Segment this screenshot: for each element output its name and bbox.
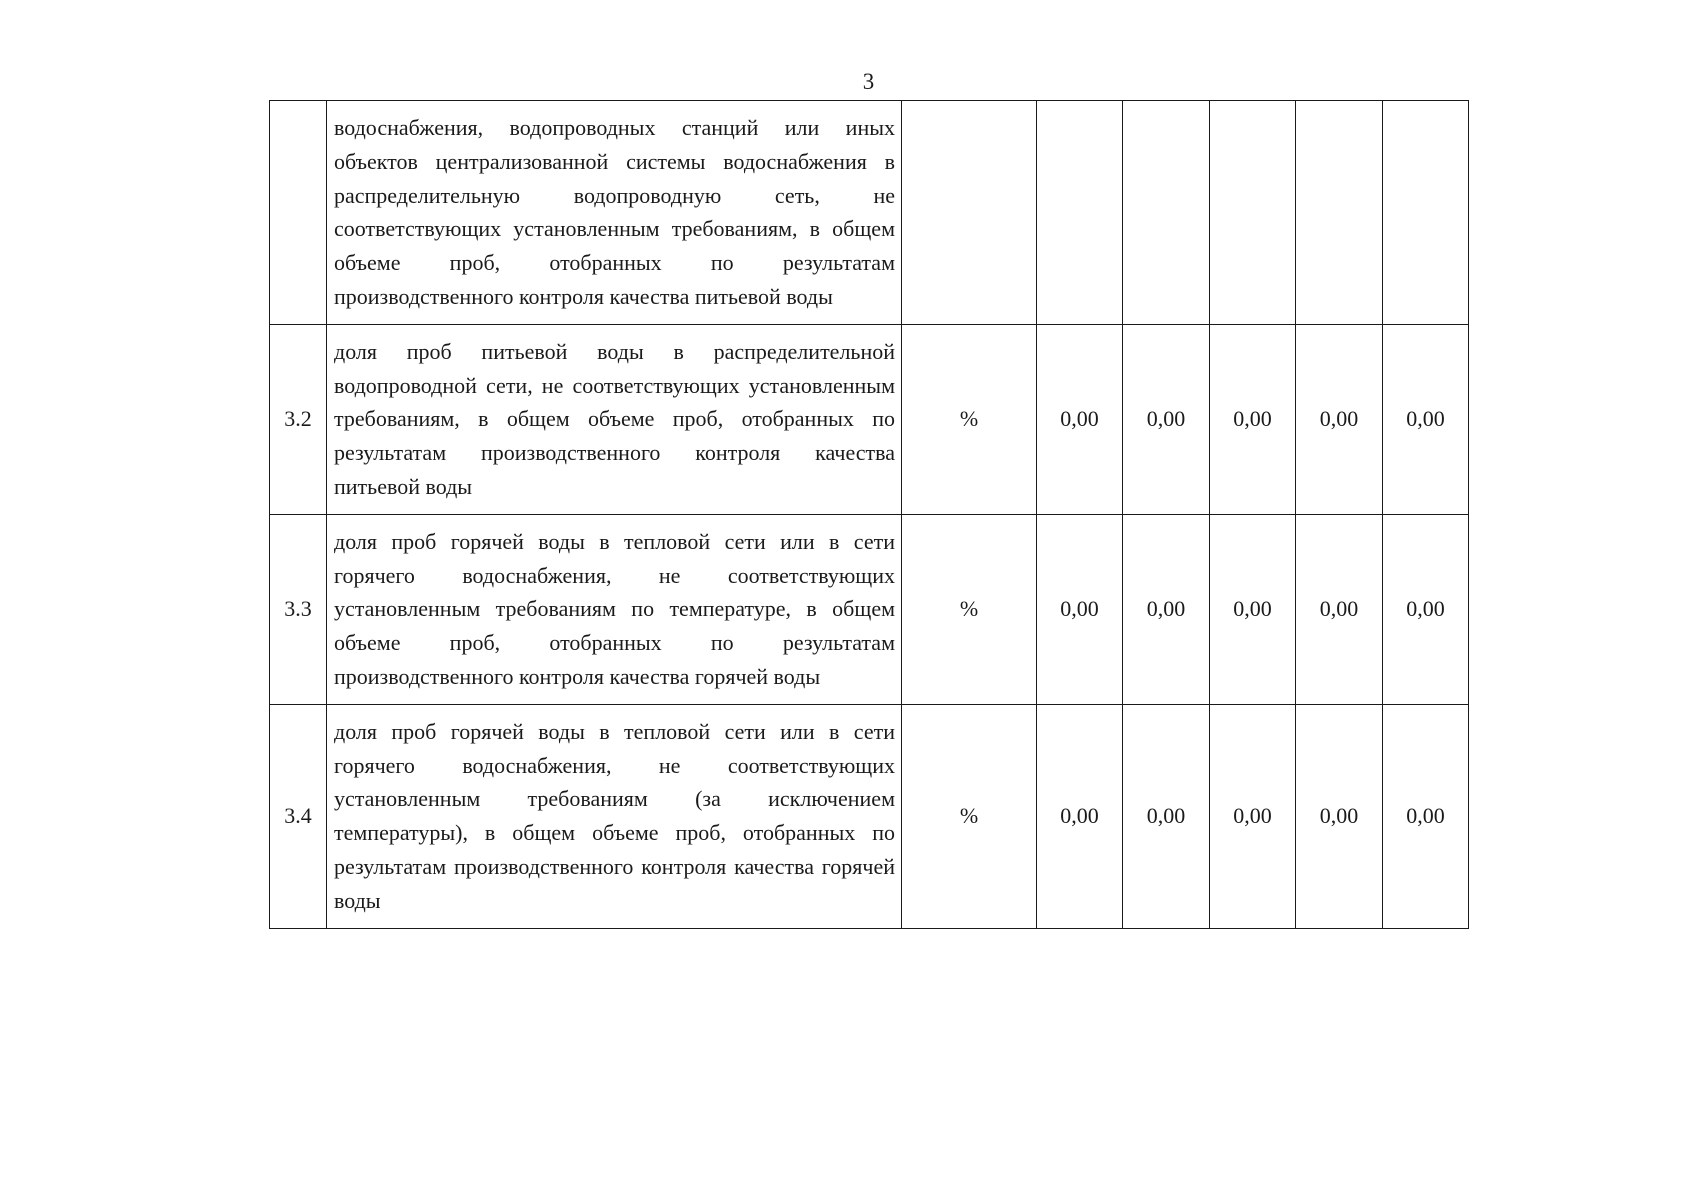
value-cell: 0,00: [1037, 514, 1123, 704]
value-cell: 0,00: [1123, 514, 1210, 704]
value-cell: 0,00: [1383, 324, 1469, 514]
row-number-cell: [270, 101, 327, 325]
indicators-table: [269, 100, 1469, 929]
value-cell: 0,00: [1210, 704, 1296, 928]
value-cell: 0,00: [1383, 514, 1469, 704]
unit-cell: %: [902, 514, 1037, 704]
value-cell: 0,00: [1037, 324, 1123, 514]
value-cell: 0,00: [1383, 704, 1469, 928]
unit-cell: %: [902, 324, 1037, 514]
value-cell: [1037, 101, 1123, 325]
value-cell: 0,00: [1210, 324, 1296, 514]
table-row: [270, 704, 1469, 928]
value-cell: 0,00: [1296, 704, 1383, 928]
value-cell: [1123, 101, 1210, 325]
value-cell: 0,00: [1037, 704, 1123, 928]
value-cell: [1383, 101, 1469, 325]
table-row: [270, 101, 1469, 325]
unit-cell: [902, 101, 1037, 325]
indicator-description: доля проб питьевой воды в распределительной водопроводной сети, не соответствующих установленным требованиям, в общем объеме проб, отобранных по результатам производственного контроля качества питьевой воды: [327, 324, 902, 514]
indicator-description: доля проб горячей воды в тепловой сети или в сети горячего водоснабжения, не соответствующих установленным требованиям по температуре, в общем объеме проб, отобранных по результатам производственного контроля качества горячей воды: [327, 514, 902, 704]
row-number-cell: 3.2: [270, 324, 327, 514]
indicator-description: доля проб горячей воды в тепловой сети или в сети горячего водоснабжения, не соответствующих установленным требованиям (за исключением температуры), в общем объеме проб, отобранных по результатам производственного контроля качества горячей воды: [327, 704, 902, 928]
value-cell: 0,00: [1296, 324, 1383, 514]
table-row: [270, 514, 1469, 704]
value-cell: 0,00: [1210, 514, 1296, 704]
value-cell: 0,00: [1296, 514, 1383, 704]
row-number-cell: 3.4: [270, 704, 327, 928]
page-number: 3: [862, 69, 875, 94]
row-number-cell: 3.3: [270, 514, 327, 704]
unit-cell: %: [902, 704, 1037, 928]
value-cell: [1296, 101, 1383, 325]
value-cell: 0,00: [1123, 324, 1210, 514]
value-cell: [1210, 101, 1296, 325]
value-cell: 0,00: [1123, 704, 1210, 928]
table-row: [270, 324, 1469, 514]
indicator-description: водоснабжения, водопроводных станций или иных объектов централизованной системы водоснабжения в распределительную водопроводную сеть, не соответствующих установленным требованиям, в общем объеме проб, отобранных по результатам производственного контроля качества питьевой воды: [327, 101, 902, 325]
